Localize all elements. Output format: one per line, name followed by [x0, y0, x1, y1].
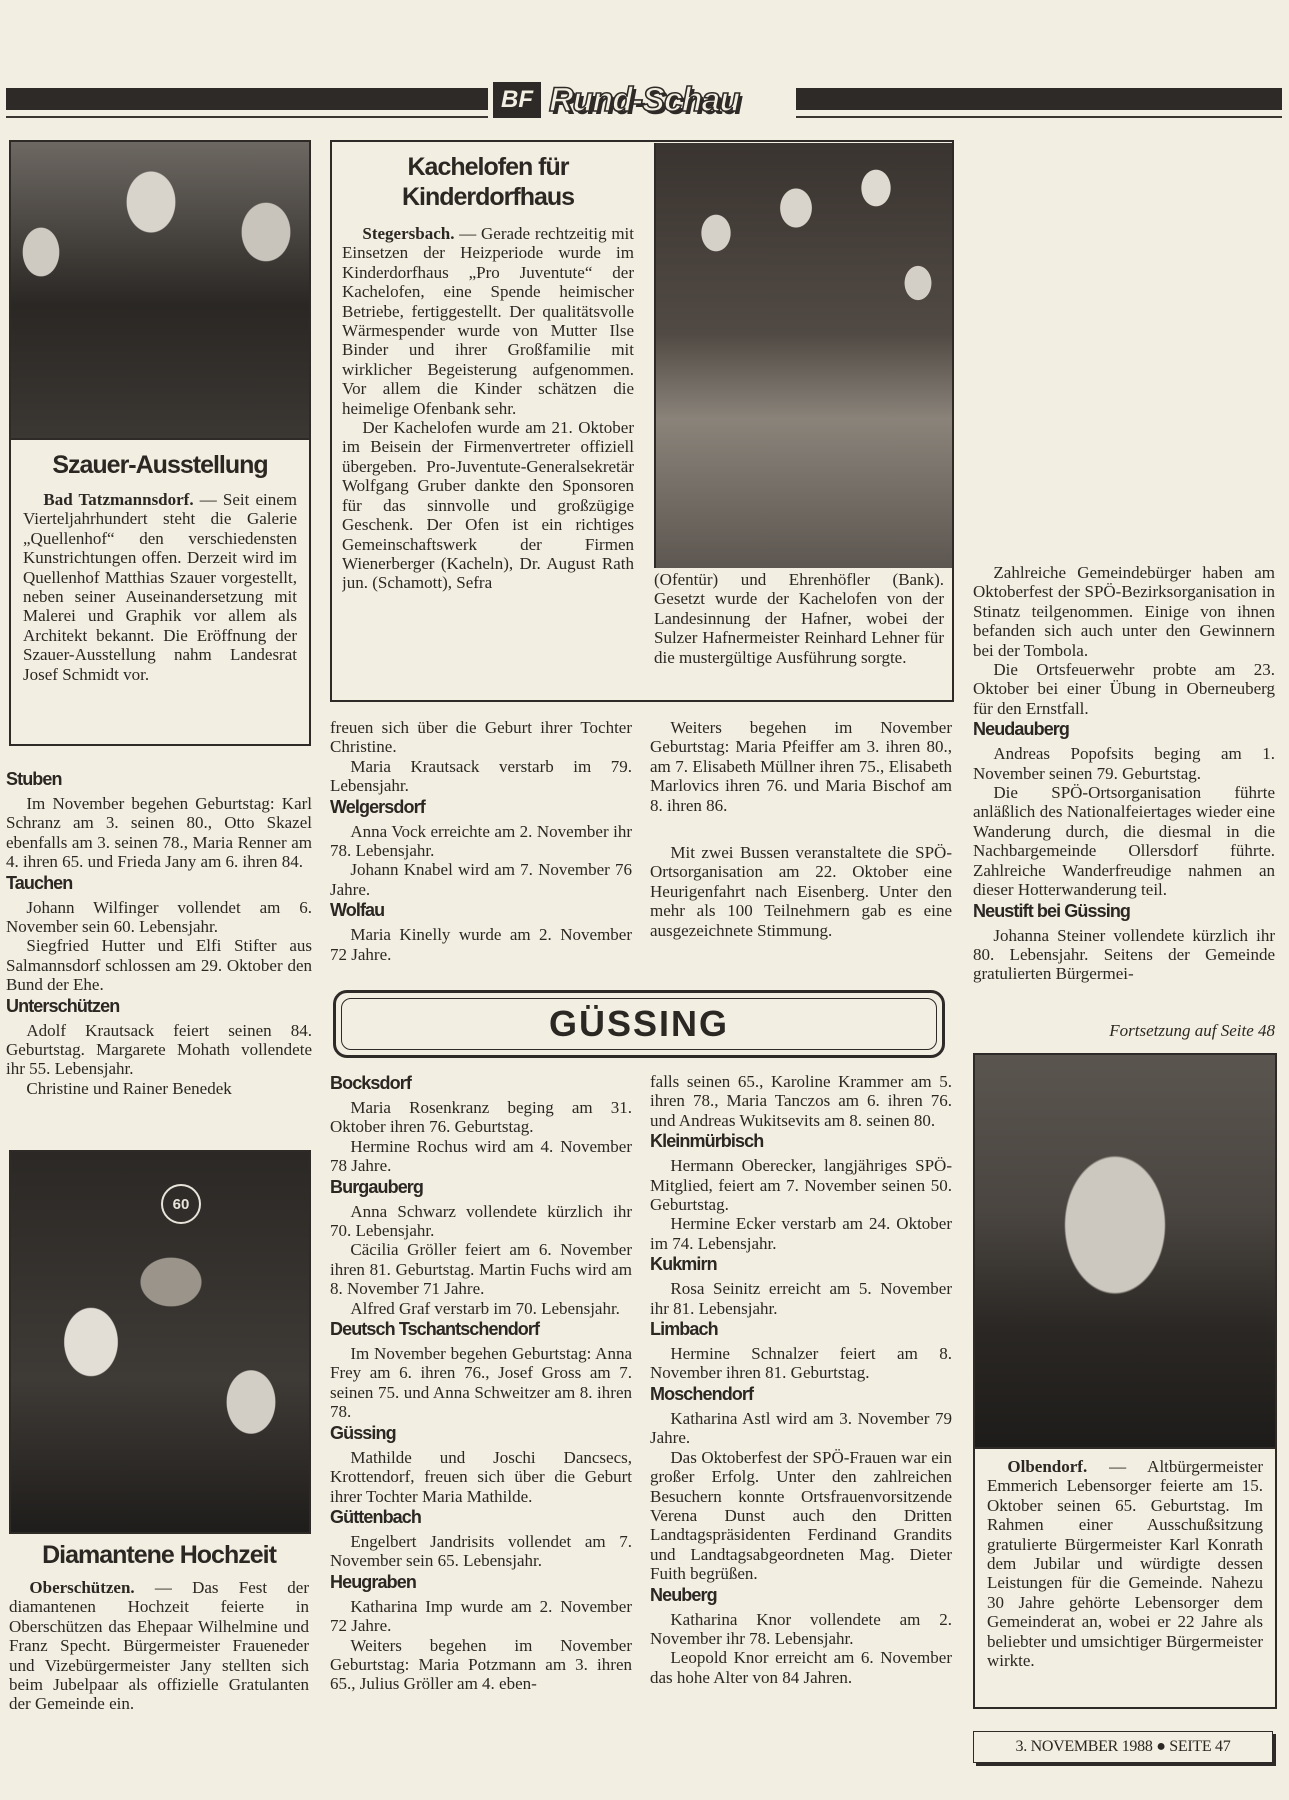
masthead-rule-left [6, 116, 488, 118]
news-section [973, 900, 1275, 984]
news-paragraph: Die Ortsfeuerwehr probte am 23. Oktober bei einer Übung in Oberneuberg für den Ernstfall. [973, 660, 1275, 718]
news-section [330, 1318, 632, 1422]
guessing-banner-title: GÜSSING [548, 1003, 730, 1044]
news-section [330, 1571, 632, 1694]
news-paragraph: Mathilde und Joschi Dancsecs, Krottendorf, freuen sich über die Geburt ihrer Tochter Maria Mathilde. [330, 1447, 632, 1506]
news-section [6, 768, 312, 872]
szauer-dateline: Bad Tatzmannsdorf. [43, 490, 194, 509]
news-paragraph: Leopold Knor erreicht am 6. November das hohe Alter von 84 Jahren. [650, 1648, 952, 1687]
news-section [6, 872, 312, 995]
news-paragraph: Engelbert Jandrisits vollendet am 7. November sein 65. Lebensjahr. [330, 1531, 632, 1571]
hochzeit-headline: Diamantene Hochzeit [42, 1541, 276, 1569]
news-section [973, 563, 1275, 718]
news-paragraph: Das Oktoberfest der SPÖ-Frauen war ein großer Erfolg. Unter den zahlreichen Besuchern konnte Ortsfrauenvorsitzende Verena Dunst auch den Dritten Landtagspräsidenten Ferdinand Grandits und Landtagsabgeordneten Mag. Dieter Fuith begrüßen. [650, 1447, 952, 1584]
news-paragraph: freuen sich über die Geburt ihrer Tochter Christine. [330, 718, 632, 757]
news-paragraph: falls seinen 65., Karoline Krammer am 5. ihren 78., Maria Tanczos am 6. ihren 76. und Andreas Wukitsevits am 8. seinen 80. [650, 1072, 952, 1130]
news-section [650, 1318, 952, 1383]
news-section [330, 899, 632, 964]
news-paragraph: Maria Krautsack verstarb im 79. Lebensjahr. [330, 756, 632, 796]
news-paragraph: Zahlreiche Gemeindebürger haben am Oktoberfest der SPÖ-Bezirksorganisation in Stinatz teilgenommen. Einige von ihnen befanden sich auch unter den Gewinnern bei der Tombola. [973, 563, 1275, 660]
low-col2-news [650, 1072, 952, 1762]
kachelofen-headline: Kachelofen für Kinderdorfhaus [401, 153, 575, 211]
guessing-banner [333, 990, 945, 1058]
news-section [330, 718, 632, 796]
hochzeit-article [9, 1540, 309, 1760]
news-paragraph: Weiters begehen im November Geburtstag: Maria Potzmann am 3. ihren 65., Julius Gröller am 4. eben- [330, 1635, 632, 1694]
news-paragraph: Andreas Popofsits beging am 1. November seinen 79. Geburtstag. [973, 744, 1275, 783]
kachelofen-body-2: Der Kachelofen wurde am 21. Oktober im Beisein der Firmenvertreter offiziell übergeben. Pro-Juventute-Generalsekretär Wolfgang Gruber dankte den Sponsoren für das sinnvolle und großzügige Geschenk. Der Ofen ist ein richtiges Gemeinschaftswerk der Firmen Wienerberger (Kacheln), Dr. August Rath jun. (Schamott), Sefra [342, 418, 634, 593]
balloon-60: 60 [161, 1184, 201, 1224]
news-paragraph: Alfred Graf verstarb im 70. Lebensjahr. [350, 1298, 620, 1318]
news-section [330, 1176, 632, 1318]
section-heading: Unterschützen [6, 995, 120, 1016]
kachelofen-body-1: — Gerade rechtzeitig mit Einsetzen der Heizperiode wurde im Kinderdorfhaus „Pro Juventute“ der Kachelofen, eine Spende heimischer Betriebe, fertiggestellt. Der qualitätsvolle Wärmespender wurde von Mutter Ilse Binder und ihrer Großfamilie mit wirklicher Begeisterung aufgenommen. Vor allem die Kinder schätzen die heimelige Ofenbank sehr. [342, 224, 634, 418]
photo-szauer-exhibition [9, 140, 311, 440]
szauer-body: — Seit einem Vierteljahrhundert steht die Galerie „Quellenhof“ den verschiedensten Kunstrichtungen offen. Derzeit wird im Quellenhof Matthias Szauer vorgestellt, neben seiner Auseinandersetzung mit Malerei und Graphik vor allem als Architekt bekannt. Die Eröffnung der Szauer-Ausstellung nahm Landesrat Josef Schmidt vor. [23, 490, 297, 684]
kachelofen-dateline: Stegersbach. [362, 224, 455, 243]
masthead-bar-right [796, 88, 1282, 110]
news-paragraph: Katharina Astl wird am 3. November 79 Jahre. [650, 1408, 952, 1448]
news-paragraph: Die SPÖ-Ortsorganisation führte anläßlich des Nationalfeiertages wieder eine Wanderung durch, die diesmal in die Nachbargemeinde Ollersdorf führte. Zahlreiche Wanderfreudige nahmen an dieser Hotterwanderung teil. [973, 783, 1275, 900]
masthead-bar-left [6, 88, 488, 110]
news-section [650, 718, 952, 815]
news-paragraph: Hermine Ecker verstarb am 24. Oktober im 74. Lebensjahr. [650, 1214, 952, 1253]
section-heading: Kukmirn [650, 1254, 717, 1275]
right-col-news [973, 563, 1275, 1023]
news-paragraph: Anna Vock erreichte am 2. November ihr 78. Lebensjahr. [330, 821, 632, 861]
kachelofen-body-3: (Ofentür) und Ehrenhöfler (Bank). Gesetzt wurde der Kachelofen von der Landesinnung der Hafner, wobei der Sulzer Hafnermeister Reinhard Lehner für die mustergültige Ausführung sorgte. [654, 570, 944, 667]
photo-children-ofenbank [654, 143, 952, 568]
news-paragraph: Johann Wilfinger vollendet am 6. November sein 60. Lebensjahr. [6, 897, 312, 937]
news-section [330, 1422, 632, 1506]
news-paragraph: Johann Knabel wird am 7. November 76 Jahre. [330, 860, 632, 899]
section-heading: Bocksdorf [330, 1073, 411, 1093]
news-paragraph: Katharina Imp wurde am 2. November 72 Jahre. [330, 1596, 632, 1636]
szauer-headline: Szauer-Ausstellung [52, 451, 268, 479]
mid-col2-news [650, 718, 952, 968]
section-heading: Neudauberg [973, 719, 1070, 740]
section-heading: Heugraben [330, 1571, 416, 1592]
news-section [330, 1506, 632, 1571]
section-heading: Neustift bei Güssing [973, 900, 1131, 921]
news-paragraph: Anna Schwarz vollendete kürzlich ihr 70. Lebensjahr. [330, 1201, 632, 1241]
news-section [330, 1072, 632, 1176]
photo-diamond-wedding [9, 1150, 311, 1534]
news-paragraph: Maria Kinelly wurde am 2. November 72 Jahre. [330, 925, 632, 964]
news-paragraph: Weiters begehen im November Geburtstag: Maria Pfeiffer am 3. ihren 80., am 7. Elisabeth Müllner ihren 75., Elisabeth Marlovics ihren 76. und Maria Bischof am 8. ihren 86. [650, 718, 952, 815]
news-section [650, 843, 952, 940]
section-heading: Stuben [6, 769, 62, 789]
news-section [330, 796, 632, 900]
section-heading: Güssing [330, 1422, 396, 1443]
news-paragraph: Cäcilia Gröller feiert am 6. November ihren 81. Geburtstag. Martin Fuchs wird am 8. November 71 Jahre. [330, 1240, 632, 1299]
hochzeit-body: — Das Fest der diamantenen Hochzeit feierte in Oberschützen das Ehepaar Wilhelmine und Franz Specht. Bürgermeister Fraueneder und Vizebürgermeister Jany stellten sich beim Jubelpaar als offizielle Gratulanten der Gemeinde ein. [9, 1578, 309, 1714]
section-heading: Deutsch Tschantschendorf [330, 1319, 540, 1340]
kachelofen-col1 [342, 152, 634, 692]
logo-abbr: BF [493, 82, 541, 118]
news-section [973, 718, 1275, 899]
news-paragraph: Im November begehen Geburtstag: Anna Frey am 6. ihren 76., Josef Gross am 7. seinen 75. und Anna Schweitzer am 8. ihren 78. [330, 1344, 632, 1422]
szauer-article [9, 438, 311, 746]
news-paragraph: Mit zwei Bussen veranstaltete die SPÖ-Ortsorganisation am 22. Oktober eine Heurigenfahrt nach Eisenberg. Unter den mehr als 100 Teilnehmern gab es eine ausgezeichnete Stimmung. [650, 843, 952, 940]
section-heading: Kleinmürbisch [650, 1131, 764, 1152]
news-section [6, 995, 312, 1099]
news-section [650, 1253, 952, 1318]
news-paragraph: Christine und Rainer Benedek [26, 1078, 232, 1098]
photo-lebensorger-portrait [973, 1053, 1277, 1449]
news-paragraph: Rosa Seinitz erreicht am 5. November ihr 81. Lebensjahr. [650, 1279, 952, 1318]
section-heading: Neuberg [650, 1584, 717, 1605]
news-section [650, 1383, 952, 1584]
left-column-news [6, 768, 312, 1144]
masthead-logo [493, 82, 739, 118]
hochzeit-dateline: Oberschützen. [29, 1578, 135, 1597]
news-paragraph: Johanna Steiner vollendete kürzlich ihr 80. Lebensjahr. Seitens der Gemeinde gratulierten Bürgermei- [973, 925, 1275, 984]
section-heading: Moschendorf [650, 1383, 754, 1404]
news-section [650, 1130, 952, 1253]
masthead-rule-right [796, 116, 1282, 118]
kachelofen-col2 [654, 570, 944, 694]
section-heading: Limbach [650, 1319, 718, 1340]
olbendorf-dateline: Olbendorf. [1007, 1457, 1088, 1476]
section-heading: Tauchen [6, 872, 73, 893]
news-paragraph: Im November begehen Geburtstag: Karl Schranz am 3. seinen 80., Otto Skazel ebenfalls am 3. seinen 78., Maria Renner am 4. ihren 65. und Frieda Jany am 6. ihren 84. [6, 794, 312, 872]
news-paragraph: Hermine Rochus wird am 4. November 78 Jahre. [330, 1136, 632, 1176]
news-section [650, 1584, 952, 1688]
news-paragraph: Hermine Schnalzer feiert am 8. November ihren 81. Geburtstag. [650, 1344, 952, 1383]
section-heading: Burgauberg [330, 1176, 424, 1197]
olbendorf-caption-box [973, 1445, 1277, 1709]
news-paragraph: Siegfried Hutter und Elfi Stifter aus Salmannsdorf schlossen am 29. Oktober den Bund der Ehe. [6, 936, 312, 995]
section-heading: Wolfau [330, 900, 385, 921]
mid-col1-news [330, 718, 632, 968]
logo-title: Rund-Schau [549, 80, 740, 119]
section-heading: Güttenbach [330, 1506, 422, 1527]
low-col1-news [330, 1072, 632, 1762]
section-heading: Welgersdorf [330, 796, 425, 817]
news-paragraph: Hermann Oberecker, langjähriges SPÖ-Mitglied, feiert am 7. November seinen 50. Geburtstag. [650, 1156, 952, 1215]
news-paragraph: Katharina Knor vollendete am 2. November ihr 78. Lebensjahr. [650, 1609, 952, 1648]
olbendorf-body: — Altbürgermeister Emmerich Lebensorger feierte am 15. Oktober seinen 65. Geburtstag. Im Rahmen einer Ausschußsitzung gratulierte Bürgermeister Karl Konrath dem Jubilar und würdigte dessen Leistungen für die Gemeinde. Nahezu 30 Jahre gehörte Lebensorger dem Gemeinderat an, wobei er 22 Jahre als beliebter und umsichtiger Bürgermeister wirkte. [987, 1457, 1263, 1671]
news-section [650, 1072, 952, 1130]
news-paragraph: Maria Rosenkranz beging am 31. Oktober ihren 76. Geburtstag. [330, 1098, 632, 1137]
continued-note: Fortsetzung auf Seite 48 [1109, 1021, 1275, 1040]
news-paragraph: Adolf Krautsack feiert seinen 84. Geburtstag. Margarete Mohath vollendete ihr 55. Lebensjahr. [6, 1020, 312, 1079]
page-footer-date: 3. NOVEMBER 1988 ● SEITE 47 [973, 1731, 1273, 1763]
